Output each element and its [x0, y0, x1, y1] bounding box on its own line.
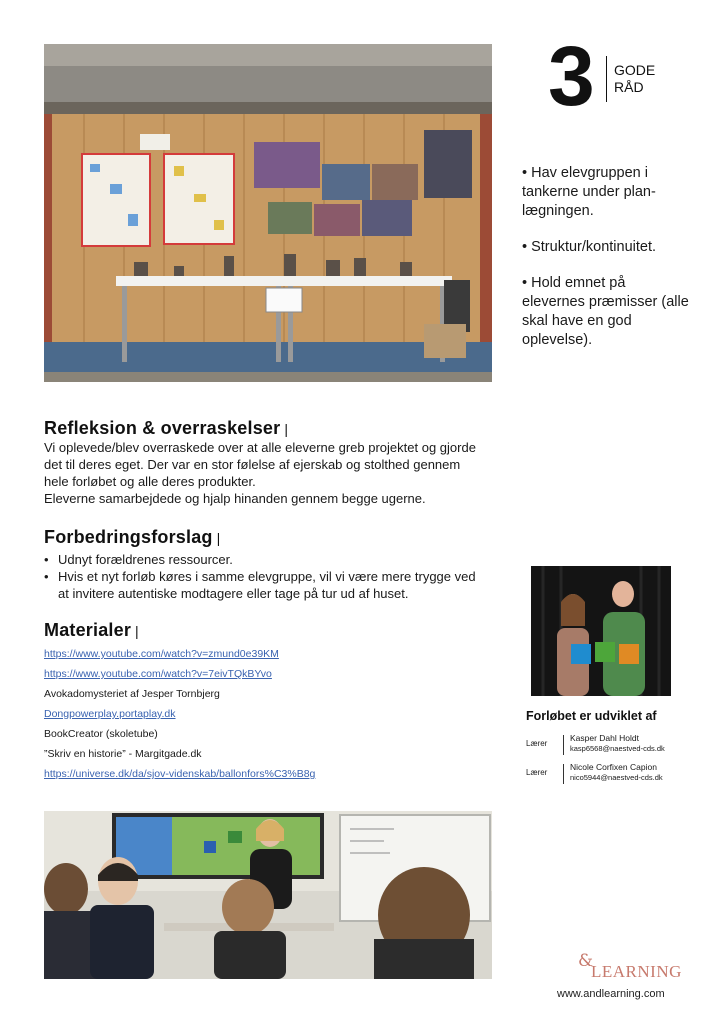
material-link[interactable]: https://universe.dk/da/sjov-videnskab/ballonfors%C3%B8g [44, 768, 316, 780]
reflection-heading-text: Refleksion & overraskelser [44, 418, 281, 438]
reflection-paragraph: Eleverne samarbejdede og hjalp hinanden gennem begge ugerne. [44, 491, 426, 506]
heading-divider: | [135, 623, 139, 639]
classroom-photo-illustration [44, 811, 492, 979]
material-item: Avokadomysteriet af Jesper Tornbjerg [44, 688, 220, 700]
teacher-divider [563, 764, 564, 784]
heading-divider: | [216, 530, 221, 546]
exhibition-photo [44, 44, 492, 382]
tips-number: 3 [548, 29, 593, 123]
teacher-email[interactable]: nico5944@naestved-cds.dk [570, 773, 663, 782]
improvements-section [44, 527, 484, 602]
tips-divider [606, 56, 607, 102]
teacher-divider [563, 735, 564, 755]
material-link[interactable]: https://www.youtube.com/watch?v=7eivTQkBYvo [44, 668, 272, 680]
tips-title-line2: RÅD [614, 79, 644, 95]
materials-heading [44, 620, 484, 641]
teachers-photo [531, 566, 671, 696]
website-link[interactable]: www.andlearning.com [557, 988, 665, 1000]
material-link[interactable]: https://www.youtube.com/watch?v=zmund0e39KM [44, 648, 279, 660]
reflection-heading [44, 418, 484, 439]
materials-section [44, 620, 484, 781]
material-link[interactable]: Dongpowerplay.portaplay.dk [44, 708, 176, 720]
exhibition-photo-illustration [44, 44, 492, 382]
logo-wordmark: LEARNING [591, 962, 682, 981]
tip-item: • Struktur/kontinuitet. [522, 239, 657, 255]
teacher-row [526, 733, 696, 757]
teachers-photo-illustration [531, 566, 671, 696]
tip-item: • Hav elevgruppen i tankerne under plan-lægningen. [522, 165, 656, 219]
logo-ampersand: & [578, 951, 594, 971]
improvements-heading-text: Forbedringsforslag [44, 527, 213, 547]
teacher-name: Kasper Dahl Holdt [570, 733, 639, 743]
improvements-list [44, 551, 484, 602]
materials-heading-text: Materialer [44, 620, 132, 640]
material-item: BookCreator (skoletube) [44, 728, 158, 740]
teacher-role: Lærer [526, 739, 548, 748]
improvement-item: • Udnyt forældrenes ressourcer. [44, 551, 484, 568]
tips-title-line1: GODE [614, 62, 656, 78]
teacher-role: Lærer [526, 768, 548, 777]
teacher-email[interactable]: kasp6568@naestved-cds.dk [570, 744, 665, 753]
developed-by-title: Forløbet er udviklet af [526, 709, 657, 723]
andlearning-logo [574, 953, 684, 983]
heading-divider: | [284, 421, 289, 437]
improvements-heading [44, 527, 484, 548]
tips-list [522, 164, 692, 367]
reflection-section [44, 418, 484, 507]
teacher-row [526, 762, 696, 786]
classroom-photo [44, 811, 492, 979]
teacher-name: Nicole Corfixen Capion [570, 762, 657, 772]
reflection-paragraph: Vi oplevede/blev overraskede over at alle eleverne greb projektet og gjorde det til deres eget. Der var en stor følelse af ejerskab og stolthed gennem hele forløbet og alle deres produkter. [44, 440, 476, 489]
tips-title [614, 62, 655, 96]
improvement-item: • Hvis et nyt forløb køres i samme elevgruppe, vil vi være mere trygge ved at invitere autentiske modtagere eller tage på tur ud af huset. [44, 568, 484, 602]
tip-item: • Hold emnet på elevernes præmisser (alle skal have en god oplevelse). [522, 275, 689, 348]
material-item: ”Skriv en historie” - Margitgade.dk [44, 748, 202, 760]
